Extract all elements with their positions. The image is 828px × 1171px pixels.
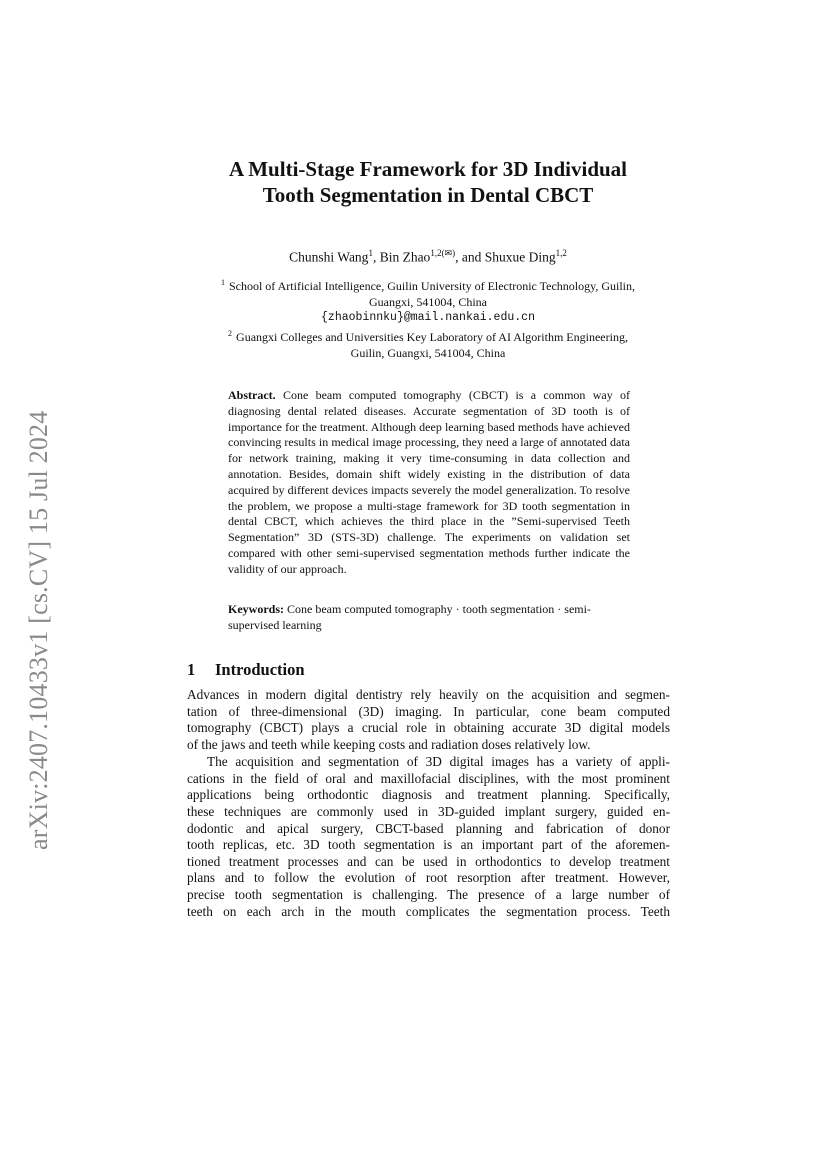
keywords-label: Keywords: [228,602,284,616]
author-name: Bin Zhao [379,249,431,265]
text-line: Advances in modern digital dentistry rely heavily on the acquisition and segmen- [187,687,670,702]
abstract [228,388,630,578]
author-name: Chunshi Wang [289,249,369,265]
author-affiliation-mark: 1,2(✉) [430,248,456,258]
text-line: cations in the field of oral and maxillofacial disciplines, with the most prominent [187,770,670,786]
keywords-text: Cone beam computed tomography · tooth segmentation · semi-supervised learning [228,602,591,632]
intro-paragraph-2 [187,754,670,920]
contact-email: {zhaobinnku}@mail.nankai.edu.cn [321,311,535,324]
title-line-1: A Multi-Stage Framework for 3D Individual [228,157,628,181]
text-line: applications being orthodontic diagnosis and treatment planning. Specifically, [187,787,670,803]
section-title: Introduction [215,660,305,679]
affiliation-text: Guangxi Colleges and Universities Key Laboratory of AI Algorithm Engineering, [236,330,628,344]
intro-paragraph-1 [187,687,670,754]
affiliation-mark: 1 [220,278,225,287]
affiliations [180,275,676,361]
affiliation-1 [180,275,676,294]
arxiv-identifier: arXiv:2407.10433v1 [cs.CV] 15 Jul 2024 [24,410,53,850]
text-line: these techniques are commonly used in 3D-guided implant surgery, guided en- [187,803,670,819]
author-separator: , [372,249,380,265]
text-line: teeth on each arch in the mouth complicates the segmentation process. Teeth [187,903,670,919]
abstract-label: Abstract. [228,388,276,402]
text-line: of the jaws and teeth while keeping costs and radiation doses relatively low. [187,736,591,752]
affiliation-2 [180,326,676,345]
author-name: Shuxue Ding [484,249,556,265]
text-line: tomography (CBCT) plays a crucial role in obtaining accurate 3D digital models [187,720,670,736]
text-line: precise tooth segmentation is challenging. The presence of a large number of [187,887,670,903]
text-line: tioned treatment processes and can be used in orthodontics to develop treatment [187,853,670,869]
affiliation-text: School of Artificial Intelligence, Guilin University of Electronic Technology, Guilin, [228,279,636,293]
text-line: The acquisition and segmentation of 3D digital images has a variety of appli- [207,754,670,769]
affiliation-2-cont: Guilin, Guangxi, 541004, China [350,346,506,360]
text-line: dodontic and apical surgery, CBCT-based planning and fabrication of donor [187,820,670,836]
keywords [228,602,638,634]
abstract-text: Cone beam computed tomography (CBCT) is a common way of diagnosing dental related diseases. Accurate segmentation of 3D tooth is of importance for the treatment. Although deep learning based methods have achieved convincing results in medical image processing, they need a large of annotated data for network training, making it very time-consuming in data collection and annotation. Besides, domain shift widely existing in the distribution of data acquired by different devices impacts severely the model generalization. To resolve the problem, we propose a multi-stage framework for 3D tooth segmentation in dental CBCT, which achieves the third place in the ”Semi-supervised Teeth Segmentation” 3D (STS-3D) challenge. The experiments on validation set compared with other semi-supervised segmentation methods further indicate the validity of our approach. [228,388,630,576]
paper-title [150,156,706,208]
affiliation-mark: 2 [228,329,233,338]
author-separator: , and [455,249,485,265]
author-list [150,244,706,267]
section-heading [187,660,305,680]
author-affiliation-mark: 1,2 [555,248,567,258]
section-number: 1 [187,660,196,679]
author-affiliation-mark: 1 [368,248,373,258]
text-line: tooth replicas, etc. 3D tooth segmentation is an important part of the aforemen- [187,837,670,853]
text-line: plans and to follow the evolution of root resorption after treatment. However, [187,870,670,886]
title-line-2: Tooth Segmentation in Dental CBCT [262,183,594,207]
text-line: tation of three-dimensional (3D) imaging. In particular, cone beam computed [187,703,670,719]
affiliation-1-cont: Guangxi, 541004, China [369,295,487,309]
